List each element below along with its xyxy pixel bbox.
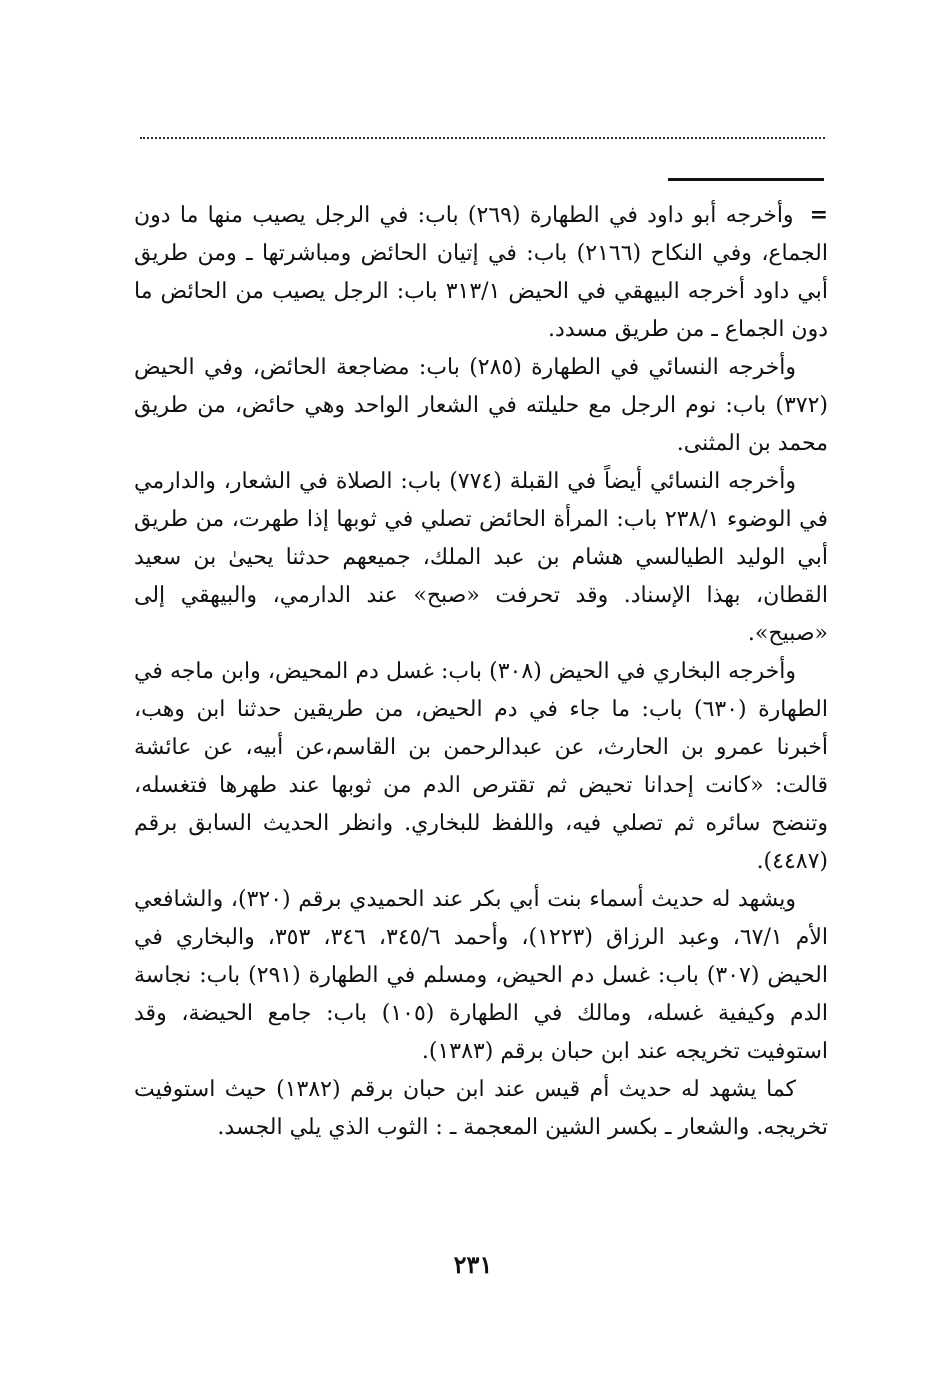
paragraph-text: وأخرجه أبو داود في الطهارة (٢٦٩) باب: في الرجل يصيب منها ما دون الجماع، وفي النكاح (٢١٦٦) باب: في إتيان الحائض ومباشرتها ـ ومن طريق أبي داود أخرجه البيهقي في الحيض ٣١٣/١ باب: الرجل يصيب من الحائض ما دون الجماع ـ من طريق مسدد. — [134, 203, 828, 342]
dotted-separator — [140, 137, 825, 139]
footnote-paragraph: وأخرجه النسائي في الطهارة (٢٨٥) باب: مضاجعة الحائض، وفي الحيض (٣٧٢) باب: نوم الرجل مع حليلته في الشعار الواحد وهي حائض، من طريق محمد بن المثنى. — [134, 355, 828, 456]
continuation-mark: = — [809, 202, 828, 228]
footnote-paragraph — [134, 196, 828, 349]
footnote-paragraph: وأخرجه البخاري في الحيض (٣٠٨) باب: غسل دم المحيض، وابن ماجه في الطهارة (٦٣٠) باب: ما جاء في دم الحيض، من طريقين حدثنا ابن وهب، أخبرنا عمرو بن الحارث، عن عبدالرحمن بن القاسم،عن أبيه، عن عائشة قالت: «كانت إحدانا تحيض ثم تقترص الدم من ثوبها عند طهرها فتغسله، وتنضح سائره ثم تصلي فيه، واللفظ للبخاري. وانظر الحديث السابق برقم (٤٤٨٧). — [134, 659, 828, 874]
footnote-paragraph: ويشهد له حديث أسماء بنت أبي بكر عند الحميدي برقم (٣٢٠)، والشافعي الأم ٦٧/١، وعبد الرزاق (١٢٢٣)، وأحمد ٣٤٥/٦، ٣٤٦، ٣٥٣، والبخاري في الحيض (٣٠٧) باب: غسل دم الحيض، ومسلم في الطهارة (٢٩١) باب: نجاسة الدم وكيفية غسله، ومالك في الطهارة (١٠٥) باب: جامع الحيضة، وقد استوفيت تخريجه عند ابن حبان برقم (١٣٨٣). — [134, 887, 828, 1064]
footnote-paragraph: كما يشهد له حديث أم قيس عند ابن حبان برقم (١٣٨٢) حيث استوفيت تخريجه. والشعار ـ بكسر الشين المعجمة ـ : الثوب الذي يلي الجسد. — [134, 1077, 828, 1140]
footnote-paragraph: وأخرجه النسائي أيضاً في القبلة (٧٧٤) باب: الصلاة في الشعار، والدارمي في الوضوء ٢٣٨/١ باب: المرأة الحائض تصلي في ثوبها إذا طهرت، من طريق أبي الوليد الطيالسي هشام بن عبد الملك، جميعهم حدثنا يحيىٰ بن سعيد القطان، بهذا الإسناد. وقد تحرفت «صبح» عند الدارمي، والبيهقي إلى «صبيح». — [134, 469, 828, 646]
footnote-separator — [668, 178, 824, 181]
footnote-text — [134, 196, 828, 1147]
page-number: ٢٣١ — [453, 1250, 493, 1279]
